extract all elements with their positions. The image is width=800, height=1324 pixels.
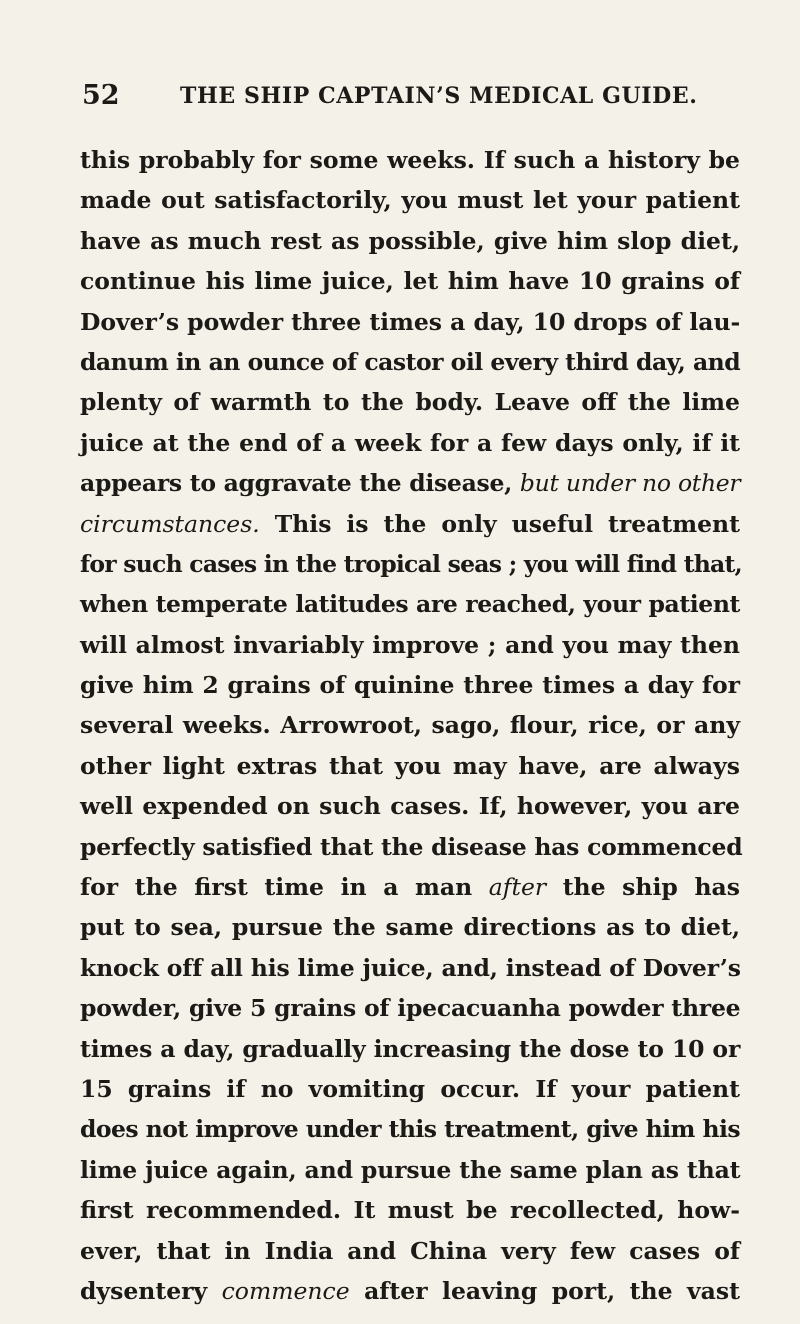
text-line	[80, 665, 740, 705]
text-line	[80, 1150, 740, 1190]
italic-text: circumstances.	[80, 509, 260, 538]
text-run: knock off all his lime juice, and, instead of Dover’s	[80, 953, 741, 982]
text-line	[80, 1109, 740, 1149]
text-run: put to sea, pursue the same directions as to diet,	[80, 913, 740, 942]
text-run: the ship has	[546, 873, 740, 902]
text-run: other light extras that you may have, are always	[80, 751, 740, 780]
text-line	[80, 705, 740, 745]
text-run: give him 2 grains of quinine three times a day for	[80, 671, 740, 700]
text-line	[80, 584, 740, 624]
text-line	[80, 221, 740, 261]
text-run: will almost invariably improve ; and you may then	[80, 630, 740, 659]
text-run: this probably for some weeks. If such a history be	[80, 146, 740, 174]
text-run: for the first time in a man	[80, 873, 489, 902]
text-run: continue his lime juice, let him have 10 grains of	[80, 267, 740, 296]
page-number: 52	[82, 80, 120, 111]
text-run: plenty of warmth to the body. Leave off the lime	[80, 388, 740, 417]
text-line	[80, 1029, 740, 1069]
text-run: does not improve under this treatment, give him his	[80, 1115, 740, 1144]
text-run: several weeks. Arrowroot, sago, flour, rice, or any	[80, 711, 740, 740]
text-line	[80, 1069, 740, 1109]
text-run: made out satisfactorily, you must let your patient	[80, 186, 740, 215]
text-line	[80, 544, 740, 584]
text-line	[80, 1231, 740, 1271]
text-line	[80, 504, 740, 544]
text-run: lime juice again, and pursue the same plan as that	[80, 1155, 741, 1184]
text-line	[80, 261, 740, 301]
text-line	[80, 867, 740, 907]
text-line	[80, 625, 740, 665]
italic-text: commence	[221, 1276, 350, 1305]
text-run: appears to aggravate the disease,	[80, 469, 520, 498]
text-run: times a day, gradually increasing the dose to 10 or	[80, 1034, 741, 1063]
text-run: danum in an ounce of castor oil every third day, and	[80, 347, 741, 376]
text-line	[80, 140, 740, 180]
text-line	[80, 1190, 740, 1230]
text-run: 15 grains if no vomiting occur. If your patient	[80, 1074, 740, 1103]
running-title: THE SHIP CAPTAIN’S MEDICAL GUIDE.	[180, 83, 698, 109]
text-run: when temperate latitudes are reached, your patient	[80, 590, 740, 619]
text-line	[80, 382, 740, 422]
text-line	[80, 180, 740, 220]
text-run: juice at the end of a week for a few days only, if it	[80, 428, 740, 457]
text-line	[80, 746, 740, 786]
italic-text: after	[488, 873, 547, 902]
text-run: This is the only useful treatment	[259, 509, 740, 538]
text-line	[80, 786, 740, 826]
body-paragraph	[80, 140, 743, 1311]
text-line	[80, 907, 740, 947]
text-line	[80, 988, 740, 1028]
text-line	[80, 342, 740, 382]
text-run: for such cases in the tropical seas ; you will find that,	[80, 549, 742, 578]
text-run: after leaving port, the vast	[349, 1276, 740, 1305]
text-run: perfectly satisfied that the disease has commenced	[80, 832, 743, 861]
text-run: have as much rest as possible, give him slop diet,	[80, 226, 740, 255]
text-run: well expended on such cases. If, however, you are	[80, 792, 740, 821]
text-line	[80, 423, 740, 463]
text-run: dysentery	[80, 1276, 222, 1305]
text-run: powder, give 5 grains of ipecacuanha powder three	[80, 994, 741, 1023]
page-header	[82, 80, 742, 116]
text-run: Dover’s powder three times a day, 10 drops of lau-	[80, 307, 741, 336]
text-run: first recommended. It must be recollected, how-	[80, 1196, 740, 1225]
text-line	[80, 948, 740, 988]
text-run: ever, that in India and China very few cases of	[80, 1236, 740, 1265]
text-line	[80, 827, 743, 867]
italic-text: but under no other	[519, 469, 741, 498]
text-line	[80, 1271, 740, 1311]
text-line	[80, 302, 740, 342]
text-line	[80, 463, 740, 503]
